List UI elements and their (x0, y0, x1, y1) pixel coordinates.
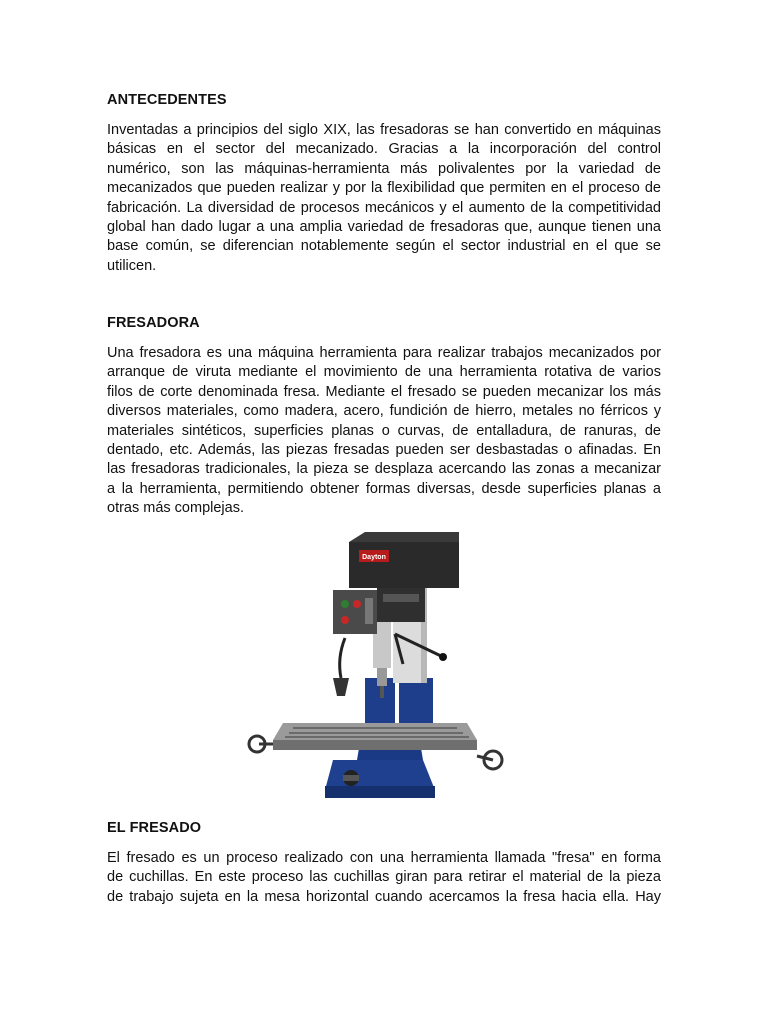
text-line: Una fresadora es una máquina herramienta para realizar trabajos mecanizados por (107, 345, 661, 361)
text-line: de trabajo sujeta en la mesa horizontal cuando acercamos la fresa hacia ella. Hay (107, 888, 661, 905)
text-line: fabricación. La diversidad de procesos mecánicos y el aumento de la competitividad (107, 199, 661, 216)
text-line: materiales sintéticos, superficies planas o curvas, de entalladura, de ranuras, de (107, 422, 661, 439)
text-line: global han dado lugar a una amplia variedad de fresadoras que, aunque tienen una (107, 219, 661, 236)
milling-machine-image (245, 528, 523, 810)
paragraph-el-fresado (107, 849, 661, 907)
paragraph-fresadora (107, 344, 661, 519)
heading-antecedentes: ANTECEDENTES (107, 92, 227, 108)
text-line: a la herramienta, permitiendo obtener formas diversas, desde superficies planas a (107, 480, 661, 497)
text-line: utilicen. (107, 257, 157, 274)
text-line: El fresado es un proceso realizado con una herramienta llamada "fresa" en forma (107, 850, 661, 866)
brand-label: Dayton (362, 554, 386, 561)
text-line: mecanizados que pueden realizar y por la flexibilidad que permiten en el proceso de (107, 180, 661, 197)
text-line: diversos materiales, como madera, acero, fundición de hierro, metales no férricos y (107, 403, 661, 420)
text-line: filos de corte denominada fresa. Mediante el fresado se pueden mecanizar los más (107, 383, 661, 400)
text-line: dentado, etc. Además, las piezas fresadas pueden ser desbastadas o afinadas. En (107, 442, 661, 459)
text-line: básicas en el sector del mecanizado. Gracias a la incorporación del control (107, 141, 661, 158)
text-line: de cuchillas. En este proceso las cuchillas giran para retirar el material de la pieza (107, 869, 661, 886)
paragraph-antecedentes (107, 121, 661, 276)
text-line: las fresadoras tradicionales, la pieza se desplaza acercando las zonas a mecanizar (107, 461, 661, 478)
text-line: Inventadas a principios del siglo XIX, las fresadoras se han convertido en máquinas (107, 122, 661, 138)
milling-machine-illustration-icon (245, 528, 523, 810)
text-line: otras más complejas. (107, 500, 244, 517)
heading-fresadora: FRESADORA (107, 315, 200, 331)
text-line: base común, se diferencian notablemente según el sector industrial en el que se (107, 238, 661, 255)
heading-el-fresado: EL FRESADO (107, 820, 202, 836)
text-line: numérico, son las máquinas-herramienta más polivalentes por la variedad de (107, 160, 661, 177)
text-line: arranque de viruta mediante el movimiento de una herramienta rotativa de varios (107, 364, 661, 381)
